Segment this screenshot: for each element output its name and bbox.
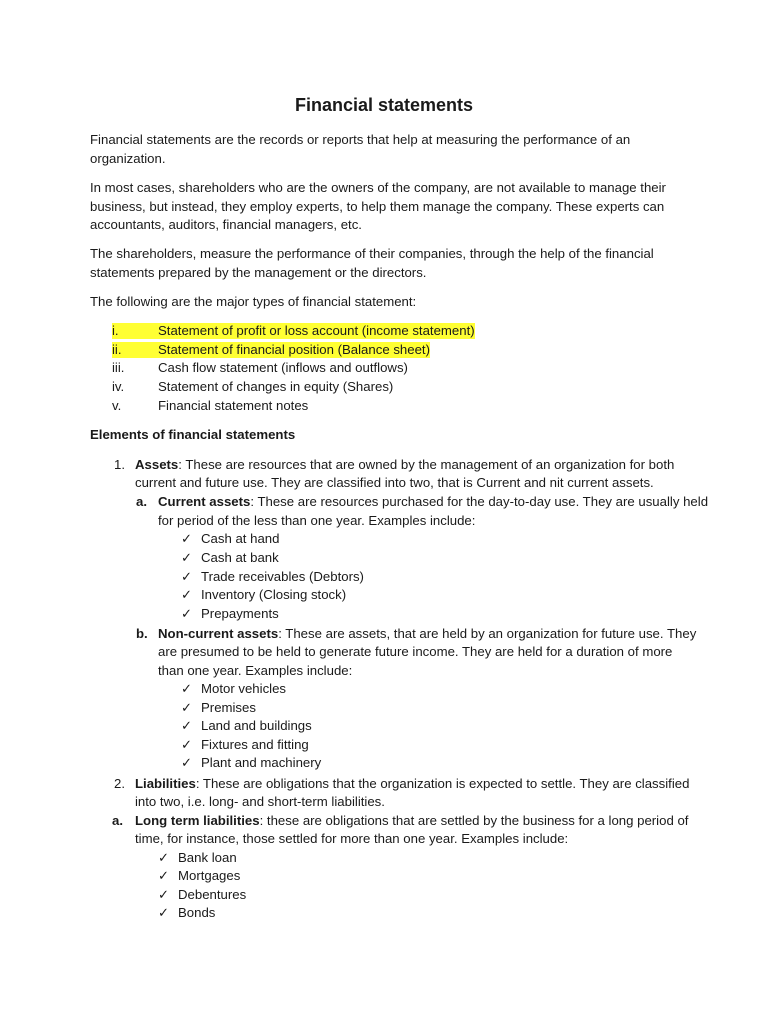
list-number: ii.	[112, 342, 158, 358]
list-number: v.	[112, 398, 122, 413]
term-label: Assets	[135, 457, 179, 472]
list-letter: a.	[112, 813, 123, 828]
checkmark-icon: ✓	[158, 868, 170, 883]
paragraph-line: In most cases, shareholders who are the owners of the company, are not available to manage their	[90, 180, 666, 195]
checkmark-icon: ✓	[181, 737, 193, 752]
paragraph-line: business, but instead, they employ experts, to help them manage the company. These experts can	[90, 199, 665, 214]
bullet-item: ✓ Cash at bank	[181, 550, 279, 565]
list-number: iv.	[112, 379, 125, 394]
term-label: Liabilities	[135, 776, 196, 791]
paragraph-line: organization.	[90, 151, 166, 166]
term-description: : These are obligations that the organization is expected to settle. They are classified	[195, 776, 690, 791]
list-item: Statement of changes in equity (Shares)	[158, 379, 394, 394]
list-item-continuation: time, for instance, those settled for more than one year. Examples include:	[135, 831, 569, 846]
checkmark-icon: ✓	[181, 700, 193, 715]
bullet-item: ✓ Trade receivables (Debtors)	[181, 569, 364, 584]
list-number: i.	[112, 323, 158, 339]
list-item-continuation: are presumed to be held to generate future income. They are held for a duration of more	[158, 644, 673, 659]
paragraph-line: statements prepared by the management or the directors.	[90, 265, 427, 280]
bullet-item: ✓ Prepayments	[181, 606, 279, 621]
term-description: : these are obligations that are settled by the business for a long period of	[259, 813, 689, 828]
bullet-item: ✓ Premises	[181, 700, 256, 715]
checkmark-icon: ✓	[181, 587, 193, 602]
term-description: : These are assets, that are held by an organization for future use. They	[278, 626, 697, 641]
bullet-item: ✓ Plant and machinery	[181, 755, 322, 770]
list-number: iii.	[112, 360, 125, 375]
list-item	[135, 776, 689, 792]
list-item-highlighted: Statement of financial position (Balance sheet)	[158, 342, 430, 357]
section-heading: Elements of financial statements	[90, 427, 296, 442]
term-label: Non-current assets	[158, 626, 279, 641]
paragraph-line: Financial statements are the records or reports that help at measuring the performance of an	[90, 132, 631, 147]
checkmark-icon: ✓	[181, 718, 193, 733]
list-item: Cash flow statement (inflows and outflows)	[158, 360, 408, 375]
bullet-item: ✓ Inventory (Closing stock)	[181, 587, 347, 602]
list-item	[135, 457, 674, 473]
list-item-continuation: into two, i.e. long- and short-term liabilities.	[135, 794, 385, 809]
checkmark-icon: ✓	[181, 606, 193, 621]
list-item-highlighted: Statement of profit or loss account (income statement)	[158, 323, 475, 338]
list-letter: a.	[136, 494, 147, 509]
bullet-item: ✓ Cash at hand	[181, 531, 280, 546]
bullet-item: ✓ Land and buildings	[181, 718, 312, 733]
term-description: : These are resources purchased for the day-to-day use. They are usually held	[250, 494, 709, 509]
bullet-item: ✓ Motor vehicles	[181, 681, 287, 696]
list-number: 1.	[114, 457, 125, 472]
list-number: 2.	[114, 776, 125, 791]
checkmark-icon: ✓	[158, 850, 170, 865]
list-item-continuation: current and future use. They are classified into two, that is Current and nit current assets.	[135, 475, 654, 490]
paragraph-line: The following are the major types of financial statement:	[90, 294, 417, 309]
bullet-item: ✓ Bonds	[158, 905, 216, 920]
bullet-item: ✓ Debentures	[158, 887, 247, 902]
term-description: : These are resources that are owned by the management of an organization for both	[178, 457, 675, 472]
checkmark-icon: ✓	[181, 681, 193, 696]
list-item	[158, 494, 708, 510]
bullet-item: ✓ Bank loan	[158, 850, 237, 865]
checkmark-icon: ✓	[181, 569, 193, 584]
list-item	[158, 626, 696, 642]
list-item: Financial statement notes	[158, 398, 309, 413]
list-item	[135, 813, 688, 829]
document-title: Financial statements	[294, 95, 474, 115]
term-label: Current assets	[158, 494, 251, 509]
term-label: Long term liabilities	[135, 813, 260, 828]
paragraph-line: The shareholders, measure the performance of their companies, through the help of the financial	[90, 246, 654, 261]
checkmark-icon: ✓	[181, 755, 193, 770]
checkmark-icon: ✓	[181, 531, 193, 546]
checkmark-icon: ✓	[158, 887, 170, 902]
bullet-item: ✓ Fixtures and fitting	[181, 737, 309, 752]
list-item-continuation: than one year. Examples include:	[158, 663, 353, 678]
list-letter: b.	[136, 626, 148, 641]
checkmark-icon: ✓	[181, 550, 193, 565]
checkmark-icon: ✓	[158, 905, 170, 920]
bullet-item: ✓ Mortgages	[158, 868, 241, 883]
list-item-continuation: for period of the less than one year. Examples include:	[158, 513, 476, 528]
paragraph-line: accountants, auditors, financial managers, etc.	[90, 217, 362, 232]
